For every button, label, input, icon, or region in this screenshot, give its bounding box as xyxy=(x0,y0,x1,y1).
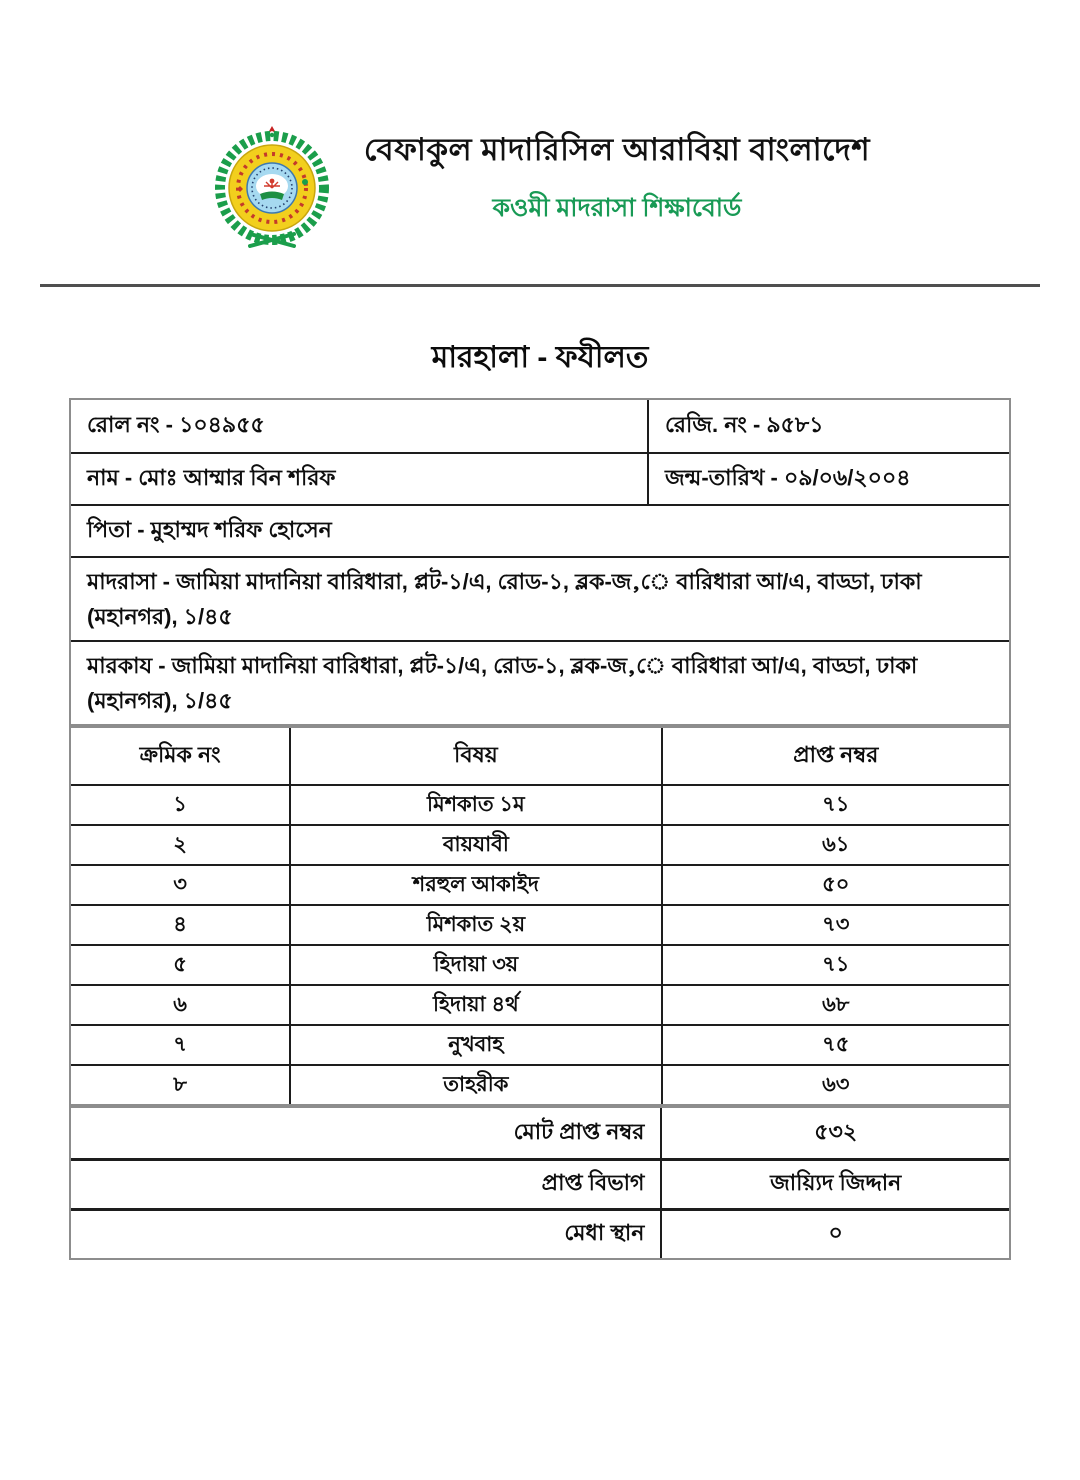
subject-cell: নুখবাহ xyxy=(289,1024,660,1064)
table-row xyxy=(71,1024,1009,1064)
marks-cell: ৬৮ xyxy=(661,984,1009,1024)
marks-table xyxy=(69,726,1011,1106)
birth-date: জন্ম-তারিখ - ০৯/০৬/২০০৪ xyxy=(647,452,1009,504)
table-row xyxy=(71,944,1009,984)
subject-cell: শরহুল আকাইদ xyxy=(289,864,660,904)
father-name: পিতা - মুহাম্মদ শরিফ হোসেন xyxy=(71,504,1009,556)
table-row xyxy=(71,1158,1009,1208)
header-divider xyxy=(40,284,1040,287)
table-row xyxy=(71,400,1009,452)
table-row xyxy=(71,452,1009,504)
header-serial: ক্রমিক নং xyxy=(139,741,221,767)
header-subject: বিষয় xyxy=(289,728,660,784)
table-row xyxy=(71,640,1009,724)
madrasa-address: মাদরাসা - জামিয়া মাদানিয়া বারিধারা, প্লট-১/এ, রোড-১, ব্লক-জ,ে বারিধারা আ/এ, বাড্ডা, ঢাকা (মহানগর), ১/৪৫ xyxy=(71,556,1009,640)
table-row xyxy=(71,556,1009,640)
serial-cell: ১ xyxy=(71,784,289,824)
roll-number: রোল নং - ১০৪৯৫৫ xyxy=(87,411,265,437)
marks-header-row xyxy=(71,728,1009,784)
table-row xyxy=(71,824,1009,864)
subject-cell: হিদায়া ৩য় xyxy=(289,944,660,984)
table-row xyxy=(71,1208,1009,1258)
total-marks-value: ৫৩২ xyxy=(660,1108,1009,1158)
division-label: প্রাপ্ত বিভাগ xyxy=(71,1158,660,1208)
marks-cell: ৬৩ xyxy=(661,1064,1009,1104)
marks-cell: ৭১ xyxy=(661,784,1009,824)
board-emblem-icon xyxy=(210,124,334,248)
serial-cell: ৪ xyxy=(71,904,289,944)
org-name: বেফাকুল মাদারিসিল আরাবিয়া বাংলাদেশ xyxy=(363,131,871,167)
marks-cell: ৫০ xyxy=(661,864,1009,904)
total-marks-label: মোট প্রাপ্ত নম্বর xyxy=(513,1118,645,1144)
page-title: মারহালা - ফযীলত xyxy=(431,341,649,374)
markaz-address: মারকায - জামিয়া মাদানিয়া বারিধারা, প্লট-১/এ, রোড-১, ব্লক-জ,ে বারিধারা আ/এ, বাড্ডা, ঢাকা (মহানগর), ১/৪৫ xyxy=(71,640,1009,724)
table-row xyxy=(71,1108,1009,1158)
table-row xyxy=(71,984,1009,1024)
serial-cell: ২ xyxy=(71,824,289,864)
subject-cell: বায়যাবী xyxy=(289,824,660,864)
marks-cell: ৬১ xyxy=(661,824,1009,864)
registration-number: রেজি. নং - ৯৫৮১ xyxy=(647,400,1009,452)
marks-cell: ৭৩ xyxy=(661,904,1009,944)
serial-cell: ৬ xyxy=(71,984,289,1024)
merit-position-label: মেধা স্থান xyxy=(71,1208,660,1258)
student-name: নাম - মোঃ আম্মার বিন শরিফ xyxy=(71,452,647,504)
table-row xyxy=(71,904,1009,944)
subject-cell: মিশকাত ১ম xyxy=(289,784,660,824)
serial-cell: ৭ xyxy=(71,1024,289,1064)
table-row xyxy=(71,504,1009,556)
division-value: জায়্যিদ জিদ্দান xyxy=(660,1158,1009,1208)
table-row xyxy=(71,784,1009,824)
board-titles xyxy=(364,126,870,231)
merit-position-value: ০ xyxy=(660,1208,1009,1258)
student-info-table xyxy=(69,398,1011,726)
subject-cell: মিশকাত ২য় xyxy=(289,904,660,944)
org-subtitle: কওমী মাদরাসা শিক্ষাবোর্ড xyxy=(492,193,742,222)
subject-cell: তাহরীক xyxy=(289,1064,660,1104)
befaq-emblem-graphic xyxy=(210,124,334,248)
marks-cell: ৭৫ xyxy=(661,1024,1009,1064)
serial-cell: ৩ xyxy=(71,864,289,904)
subject-cell: হিদায়া ৪র্থ xyxy=(289,984,660,1024)
summary-table xyxy=(69,1106,1011,1260)
table-row xyxy=(71,1064,1009,1104)
board-header xyxy=(0,0,1080,248)
serial-cell: ৮ xyxy=(71,1064,289,1104)
table-row xyxy=(71,864,1009,904)
header-marks: প্রাপ্ত নম্বর xyxy=(661,728,1009,784)
marks-cell: ৭১ xyxy=(661,944,1009,984)
serial-cell: ৫ xyxy=(71,944,289,984)
